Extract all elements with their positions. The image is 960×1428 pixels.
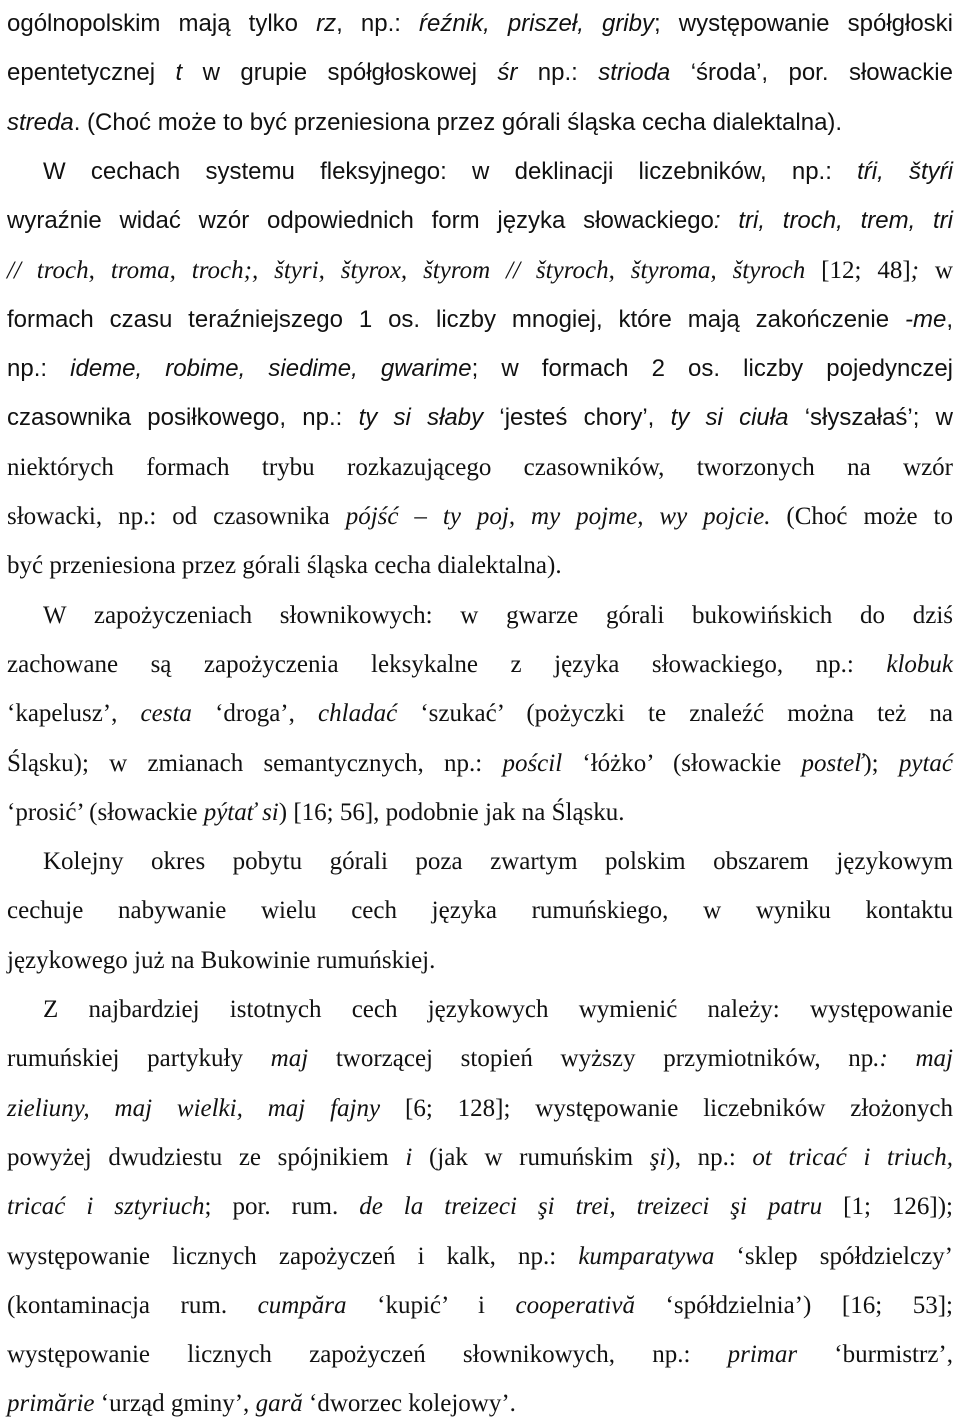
text-span: językowego już na Bukowinie rumuńskiej. xyxy=(7,946,436,974)
text-span: ) [16; 56], podobnie jak na Śląsku. xyxy=(278,798,625,826)
text-span: , np.: xyxy=(336,10,420,37)
text-line xyxy=(7,196,953,245)
text-span: zachowane są zapożyczenia leksykalne z języka słowackiego, np.: xyxy=(7,650,887,678)
italic-term: zieliuny, maj wielki, maj fajny xyxy=(7,1094,381,1122)
text-line xyxy=(7,1232,953,1281)
text-span: słowacki, np.: od czasownika xyxy=(7,503,346,530)
text-span: ‘spółdzielnia’) [16; 53]; xyxy=(634,1291,953,1319)
italic-term: ty si ciuła xyxy=(670,404,789,432)
text-span: ‘burmistrz’, xyxy=(797,1341,954,1369)
text-span: występowanie licznych zapożyczeń słownikowych, np.: xyxy=(7,1341,728,1369)
text-line xyxy=(43,147,953,196)
text-line xyxy=(7,1182,953,1231)
italic-term: cumpăra xyxy=(257,1291,347,1319)
text-span: ‘sklep spółdzielczy’ xyxy=(714,1242,953,1270)
text-span: (kontaminacja rum. xyxy=(7,1291,258,1319)
italic-term: pýtať si xyxy=(203,798,279,826)
text-line xyxy=(7,1330,953,1379)
text-span: epentetycznej xyxy=(7,59,176,87)
text-line xyxy=(7,1034,953,1083)
text-span: czasownika posiłkowego, np.: xyxy=(7,404,359,432)
italic-term: pójść – ty poj, my pojme, wy pojcie. xyxy=(345,503,771,530)
italic-term: śr xyxy=(497,59,518,87)
text-span: [12; 48] xyxy=(805,256,911,284)
text-line xyxy=(7,640,953,689)
text-span: ), np.: xyxy=(666,1143,753,1171)
italic-term: posteľ xyxy=(801,749,864,777)
italic-term: : tri, troch, trem, tri xyxy=(713,207,954,235)
text-span: powyżej dwudziestu ze spójnikiem xyxy=(7,1143,406,1171)
text-span: występowanie licznych zapożyczeń i kalk, np.: xyxy=(7,1242,579,1270)
text-span: ‘kupić’ i xyxy=(346,1291,516,1319)
italic-term: de la treizeci şi trei, treizeci şi patru xyxy=(359,1193,823,1221)
italic-term: pytać xyxy=(898,749,953,777)
text-line xyxy=(7,1084,953,1133)
italic-term: ideme, robime, siedime, gwarime xyxy=(70,355,472,383)
text-span: [1; 126]); xyxy=(822,1193,953,1221)
text-line xyxy=(7,344,953,393)
text-line xyxy=(7,98,953,147)
italic-term: ; xyxy=(910,256,919,284)
italic-term: primărie xyxy=(7,1390,95,1418)
italic-term: t xyxy=(175,59,183,87)
text-line xyxy=(7,246,953,295)
text-span: ; por. rum. xyxy=(204,1193,360,1221)
text-span: tworzącej stopień wyższy przymiotników, np xyxy=(308,1045,874,1073)
text-span: np.: xyxy=(517,59,599,87)
text-line xyxy=(7,443,953,492)
text-line xyxy=(7,1281,953,1330)
text-span: ‘słyszałaś’; w xyxy=(788,404,953,432)
text-span: W cechach systemu fleksyjnego: w deklinacji liczebników, np.: xyxy=(43,157,858,185)
text-span: Z najbardziej istotnych cech językowych wymienić należy: występowanie xyxy=(43,996,953,1023)
text-line xyxy=(7,788,953,837)
text-span: W zapożyczeniach słownikowych: w gwarze górali bukowińskich do dziś xyxy=(43,601,953,629)
text-span: cechuje nabywanie wielu cech języka rumuńskiego, w wyniku kontaktu xyxy=(7,897,953,925)
text-line xyxy=(7,1379,953,1428)
italic-term: streda xyxy=(7,108,74,136)
italic-term: kumparatywa xyxy=(578,1242,715,1270)
text-line xyxy=(43,837,953,886)
italic-term: primar xyxy=(727,1341,798,1369)
text-span: ; w formach 2 os. liczby pojedynczej xyxy=(471,355,954,383)
italic-term: klobuk xyxy=(886,650,953,678)
text-line xyxy=(43,591,953,640)
text-span: ogólnopolskim mają tylko xyxy=(7,10,317,37)
text-line xyxy=(7,393,953,442)
italic-term: maj xyxy=(270,1045,309,1073)
text-span: formach czasu teraźniejszego 1 os. liczby mnogiej, które mają zakończenie xyxy=(7,305,905,333)
italic-term: pościl xyxy=(502,749,563,777)
text-span: być przeniesiona przez górali śląska cecha dialektalna). xyxy=(7,552,562,580)
text-line xyxy=(7,541,953,590)
text-line xyxy=(7,689,953,738)
italic-term: i xyxy=(405,1143,413,1171)
italic-term: ty si słaby xyxy=(358,404,484,432)
text-span: ); xyxy=(863,749,899,777)
text-span: ‘prosić’ (słowackie xyxy=(7,798,204,826)
text-span: wyraźnie widać wzór odpowiednich form języka słowackiego xyxy=(7,207,714,235)
text-line xyxy=(7,886,953,935)
text-span: ‘droga’, xyxy=(191,700,319,728)
text-span: . (Choć może to być przeniesiona przez górali śląska cecha dialektalna). xyxy=(73,108,843,136)
italic-term: tricać i sztyriuch xyxy=(7,1193,205,1221)
italic-term: ŕeźnik, priszeł, griby xyxy=(419,10,654,37)
text-line xyxy=(7,295,953,344)
italic-term: strioda xyxy=(598,59,671,87)
text-span: Śląsku); w zmianach semantycznych, np.: xyxy=(7,749,503,777)
italic-term: rz xyxy=(316,10,337,37)
text-span: niektórych formach trybu rozkazującego czasowników, tworzonych na wzór xyxy=(7,453,953,481)
text-span: , xyxy=(946,305,953,333)
text-span: ‘środa’, por. słowackie xyxy=(670,59,953,87)
text-span: (jak w rumuńskim xyxy=(412,1143,650,1171)
text-span: ‘szukać’ (pożyczki te znaleźć można też na xyxy=(397,700,953,728)
text-span: ‘łóżko’ (słowackie xyxy=(562,749,802,777)
italic-term: cooperativă xyxy=(515,1291,635,1319)
text-line xyxy=(7,936,953,985)
text-span: np.: xyxy=(7,355,71,383)
italic-term: tŕi, štyŕi xyxy=(857,157,954,185)
text-span: w xyxy=(919,256,953,284)
text-span: ‘urząd gminy’, xyxy=(94,1390,256,1418)
text-span: w grupie spółgłoskowej xyxy=(182,59,498,87)
text-line xyxy=(7,1133,953,1182)
text-line xyxy=(7,739,953,788)
italic-term: şi xyxy=(649,1143,667,1171)
text-line xyxy=(7,48,953,97)
text-line xyxy=(7,492,953,541)
text-span: ‘kapelusz’, xyxy=(7,700,141,728)
text-span: ‘dworzec kolejowy’. xyxy=(302,1390,516,1418)
text-line xyxy=(7,0,953,48)
text-span: ; występowanie spółgłoski xyxy=(654,10,954,37)
italic-term: .: maj xyxy=(873,1045,953,1073)
text-span: ‘jesteś chory’, xyxy=(483,404,671,432)
italic-term: ot tricać i triuch, xyxy=(752,1143,953,1171)
italic-term: -me xyxy=(904,305,947,333)
text-span: Kolejny okres pobytu górali poza zwartym polskim obszarem językowym xyxy=(43,848,953,876)
italic-term: cesta xyxy=(140,700,192,728)
italic-term: gară xyxy=(255,1390,303,1418)
italic-term: chladać xyxy=(318,700,398,728)
italic-term: // troch, troma, troch;, štyri, štyrox, štyrom // štyroch, štyroma, štyroch xyxy=(7,256,806,284)
text-span: rumuńskiej partykuły xyxy=(7,1045,271,1073)
text-span: [6; 128]; występowanie liczebników złożonych xyxy=(380,1094,953,1122)
text-line xyxy=(43,985,953,1034)
text-span: (Choć może to xyxy=(770,503,953,530)
